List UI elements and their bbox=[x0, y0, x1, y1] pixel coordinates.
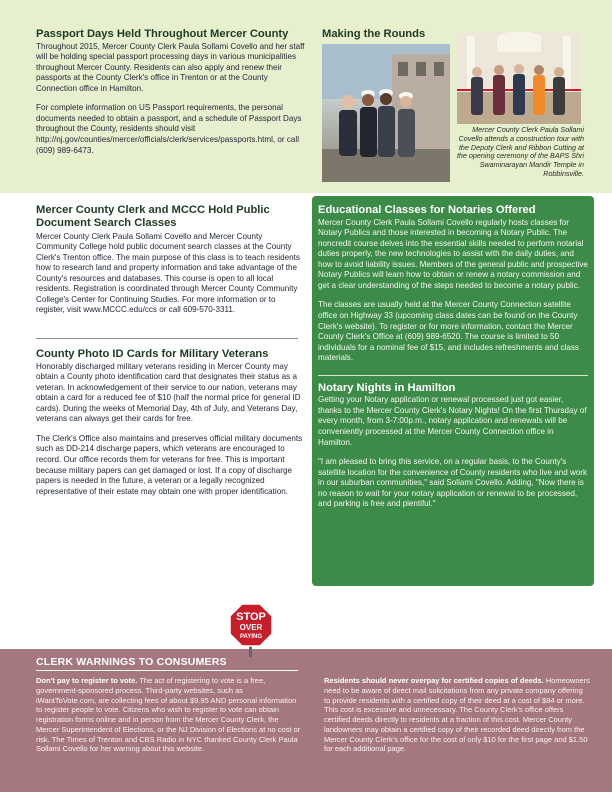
passport-title: Passport Days Held Throughout Mercer County bbox=[36, 28, 289, 40]
mccc-section bbox=[36, 204, 304, 316]
warnings-divider bbox=[36, 670, 298, 671]
notary-nights-para-2: "I am pleased to bring this service, on a regular basis, to the County's satellite location for the convenience of County residents who live and work in our suburban communities," said Sollami Covello. Adding, "Now there is no reason to wait for your notary application or renewal to be processed, and parking is free and plentiful." bbox=[318, 457, 588, 509]
veterans-section bbox=[36, 348, 304, 497]
veterans-para-1: Honorably discharged military veterans residing in Mercer County may obtain a County photo identification card that designates their status as a veteran. In acknowledgement of their service to our nation, veterans may obtain a card for a reduced fee of $10 (half the normal price for general ID cards). During the weeks of Memorial Day, 4th of July, and Veterans Day, veterans can always get their cards for free. bbox=[36, 361, 301, 424]
construction-tour-illustration bbox=[322, 44, 450, 182]
warnings-title: CLERK WARNINGS TO CONSUMERS bbox=[36, 656, 227, 668]
warning-deed-copies bbox=[324, 676, 590, 754]
warning-voter-text bbox=[36, 676, 301, 754]
warning-voter-registration bbox=[36, 676, 301, 754]
veterans-para-2: The Clerk's Office also maintains and preserves official military documents such as DD-214 discharge papers, which veterans are encouraged to record. Our office records them for veterans for free. This is important because military papers can get damaged or lost. If a copy of discharge papers is needed in the future, a veteran or a legally recognized representative of their estate may obtain one with proper identification. bbox=[36, 433, 303, 496]
passport-para-2: For complete information on US Passport requirements, the personal documents needed to obtain a passport, and a schedule of Passport Days throughout the County, residents should visit http://nj.gov/counties/mercer/officials/clerk/services/passports.html, or call (609) 989-6473. bbox=[36, 103, 302, 155]
notary-nights-para-1: Getting your Notary application or renewal processed just got easier, thanks to the Mercer County Clerk's Notary Nights! On the first Thursday of every month, from 3-7:00p.m., notary application and renewals will be conveniently processed at the Mercer County Connection office in Hamilton. bbox=[318, 395, 587, 447]
stop-sign-line-3: PAYING bbox=[239, 634, 263, 640]
mccc-para-1: Mercer County Clerk Paula Sollami Covello and Mercer County Community College hold public document search classes at the County Clerk's Trenton office. The main purpose of this class is to teach residents how to research land and property information and take advantage of the County's resources and databases. This course is open to all local residents. Registration is coordinated through Mercer County Community College's Center for Continuing Studies. For more information or to register, visit www.MCCC.edu/ccs or call 609-570-3311. bbox=[36, 231, 300, 315]
stop-sign-line-2: OVER bbox=[239, 623, 263, 632]
ribbon-cutting-illustration bbox=[457, 32, 581, 124]
notary-para-2: The classes are usually held at the Mercer County Connection satellite office on Highway 33 (upcoming class dates can be found on the County Clerk's website). To register or for more information, contact the Mercer County Clerk's Office at (609) 989-6520. The course is limited to 50 individuals for a nominal fee of $15, and includes refreshments and class materials. bbox=[318, 300, 579, 363]
mccc-title: Mercer County Clerk and MCCC Hold Public Document Search Classes bbox=[36, 204, 270, 229]
notary-box bbox=[312, 196, 594, 586]
notary-nights-section bbox=[318, 375, 588, 510]
photo-caption: Mercer County Clerk Paula Sollami Covello attends a construction tour with the Deputy Clerk and Ribbon Cutting at the opening ceremony of the BAPS Shri Swaminarayan Mandir Temple in Robbinsville. bbox=[456, 125, 584, 178]
passport-section bbox=[36, 28, 308, 156]
warning-deed-text bbox=[324, 676, 590, 754]
stop-sign-line-1: STOP bbox=[236, 611, 266, 623]
notary-title: Educational Classes for Notaries Offered bbox=[318, 204, 536, 216]
passport-para-1: Throughout 2015, Mercer County Clerk Paula Sollami Covello and her staff will be holding special passport processing days in various municipalities throughout Mercer County. Residents can also apply and renew their passports at the County Clerk's office in Trenton or at the County Connection office in Hamilton. bbox=[36, 41, 305, 93]
warning-deed-lead: Residents should never overpay for certified copies of deeds. bbox=[324, 676, 544, 685]
warning-voter-body: The act of registering to vote is a free, government-sponsored process. Third-party websites, such as iWantToVote.com, are collecting fees of about $9.95 AND personal information to register people to vote. Citizens who wish to register to vote can obtain registration forms online and in person from the Mercer County Clerk, the Mercer Superintendent of Elections, or the NJ Division of Elections at no cost or risk. The Times of Trenton and CBS Radio in NYC thanked County Clerk Paula Sollami Covello for her warning about this website. bbox=[36, 676, 301, 754]
stop-sign-icon bbox=[229, 603, 273, 647]
notary-para-1: Mercer County Clerk Paula Sollami Covello regularly hosts classes for Notary Publics and those interested in becoming a Notary Public. The noncredit course delves into the essential skills needed to perform notarial duties properly, the new technologies to assist with the daily duties, and how to avoid liability issues. Members of the general public and prospective Notary Publics will learn how to obtain or renew a notary commission and get a clear understanding of the steps needed to become a notary public. bbox=[318, 217, 588, 290]
construction-tour-photo bbox=[322, 44, 450, 182]
section-divider bbox=[36, 338, 298, 339]
warning-deed-body: Homeowners need to be aware of direct mail solicitations from any private company offering to provide residents with a certified copy of their deed at a cost of $84 or more. This cost is excessive and unnecessary. The County Clerk's office offers certified deeds directly to residents at a fraction of this cost. Mercer County landowners may obtain a certified copy of their recorded deed directly from the Mercer County Clerk's office for the cost of only $10 for the first page and $1.50 for each additional page. bbox=[324, 676, 590, 754]
veterans-title: County Photo ID Cards for Military Veterans bbox=[36, 348, 269, 360]
rounds-title: Making the Rounds bbox=[322, 28, 426, 40]
ribbon-cutting-photo bbox=[457, 32, 581, 124]
warning-voter-lead: Don't pay to register to vote. bbox=[36, 676, 138, 685]
notary-classes-section bbox=[318, 204, 588, 364]
notary-nights-title: Notary Nights in Hamilton bbox=[318, 381, 456, 394]
